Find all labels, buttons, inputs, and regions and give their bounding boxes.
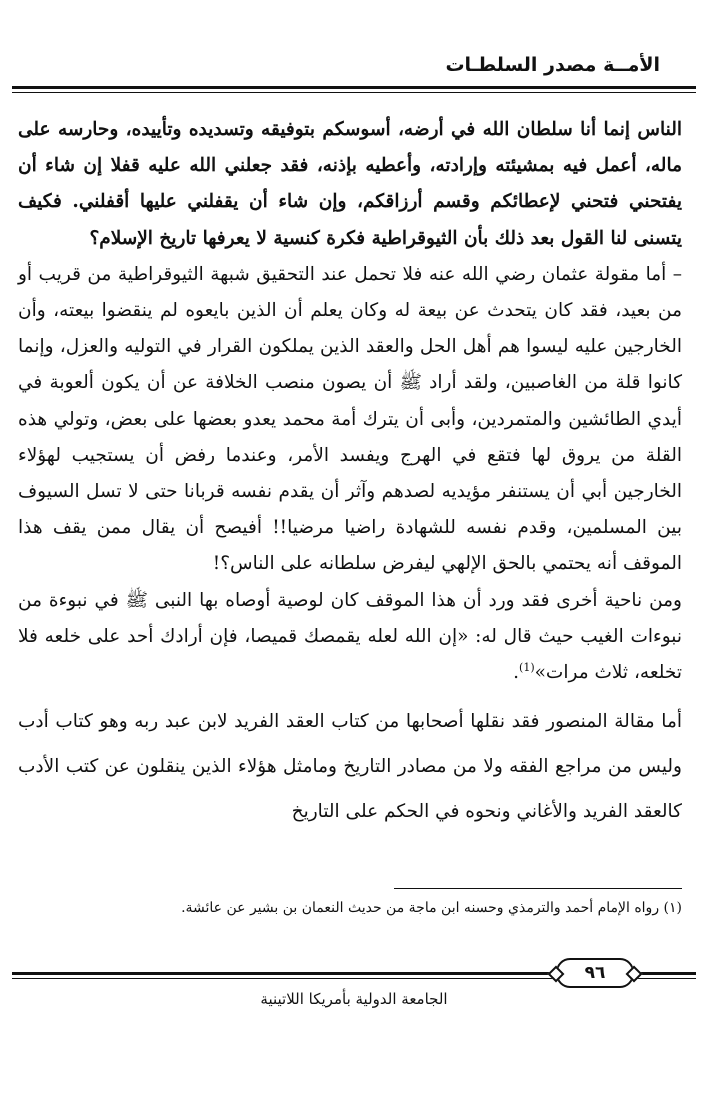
paragraph-1: الناس إنما أنا سلطان الله في أرضه، أسوسكم بتوفيقه وتسديده وتأييده، وحارسه على ماله، أعمل فيه بمشيئته وإرادته، وأعطيه بإذنه، فقد جعلني الله عليه قفلا إن شاء أن يفتحني فتحني لإعطائكم وقسم أرزاقكم، وإن شاء أن يقفلني عليها أقفلني. فكيف يتسنى لنا القول بعد ذلك بأن الثيوقراطية فكرة كنسية لا يعرفها تاريخ الإسلام؟ (18, 119, 682, 249)
paragraph-2: – أما مقولة عثمان رضي الله عنه فلا تحمل عند التحقيق شبهة الثيوقراطية من قريب أو من بعيد، فقد كان يتحدث عن بيعة له وكان يعلم أن الذين بايعوه لم ينقضوا بيعته، وأن الخارجين عليه ليسوا هم أهل الحل والعقد الذين يملكون القرار في التوليه والعزل، وإنما كانوا قلة من الغاصبين، ولقد أراد ﷺ أن يصون منصب الخلافة عن أن يكون ألعوبة في أيدي الطائشين والمتمردين، وأبى أن يترك أمة محمد يعدو بعضها على بعض، وتولي هذه القلة من يروق لها فتقع في الهرج ويفسد الأمر، وعندما رفض أن يستجيب لهؤلاء الخارجين أبي أن يستنفر مؤيديه لصدهم وآثر أن يقدم نفسه قربانا حتى لا تسل السيوف بين المسلمين، وقدم نفسه للشهادة راضيا مرضيا!! أفيصح أن يقال ممن يقف هذا الموقف أنه يحتمي بالحق الإلهي ليفرض سلطانه على الناس؟! (18, 263, 682, 575)
publisher-name: الجامعة الدولية بأمريكا اللاتينية (260, 990, 448, 1008)
page-number: ٩٦ (556, 958, 634, 988)
footnote-reference: (1) (519, 660, 535, 674)
footnote-rule (394, 888, 682, 889)
paragraph-3-end: . (513, 662, 520, 684)
paragraph-4: أما مقالة المنصور فقد نقلها أصحابها من كتاب العقد الفريد لابن عبد ربه وهو كتاب أدب وليس من مراجع الفقه ولا من مصادر التاريخ ومامثل هؤلاء الذين ينقلون عن كتب الأدب كالعقد الفريد والأغاني ونحوه في الحكم على التاريخ (18, 711, 682, 823)
paragraph-3-text: ومن ناحية أخرى فقد ورد أن هذا الموقف كان لوصية أوصاه بها النبى ﷺ في نبوءة من نبوءات الغيب حيث قال له: «إن الله لعله يقمصك قميصا، فإن أرادك أحد على خلعه فلا تخلعه، ثلاث مرات» (18, 589, 682, 684)
footnote: (١) رواه الإمام أحمد والترمذي وحسنه ابن ماجة من حديث النعمان بن بشير عن عائشة. (181, 900, 682, 916)
running-title: الأمــة مصدر السلطـات (445, 54, 660, 76)
header-rule (12, 86, 696, 93)
body-text (18, 112, 682, 834)
paragraph-3 (18, 583, 682, 692)
